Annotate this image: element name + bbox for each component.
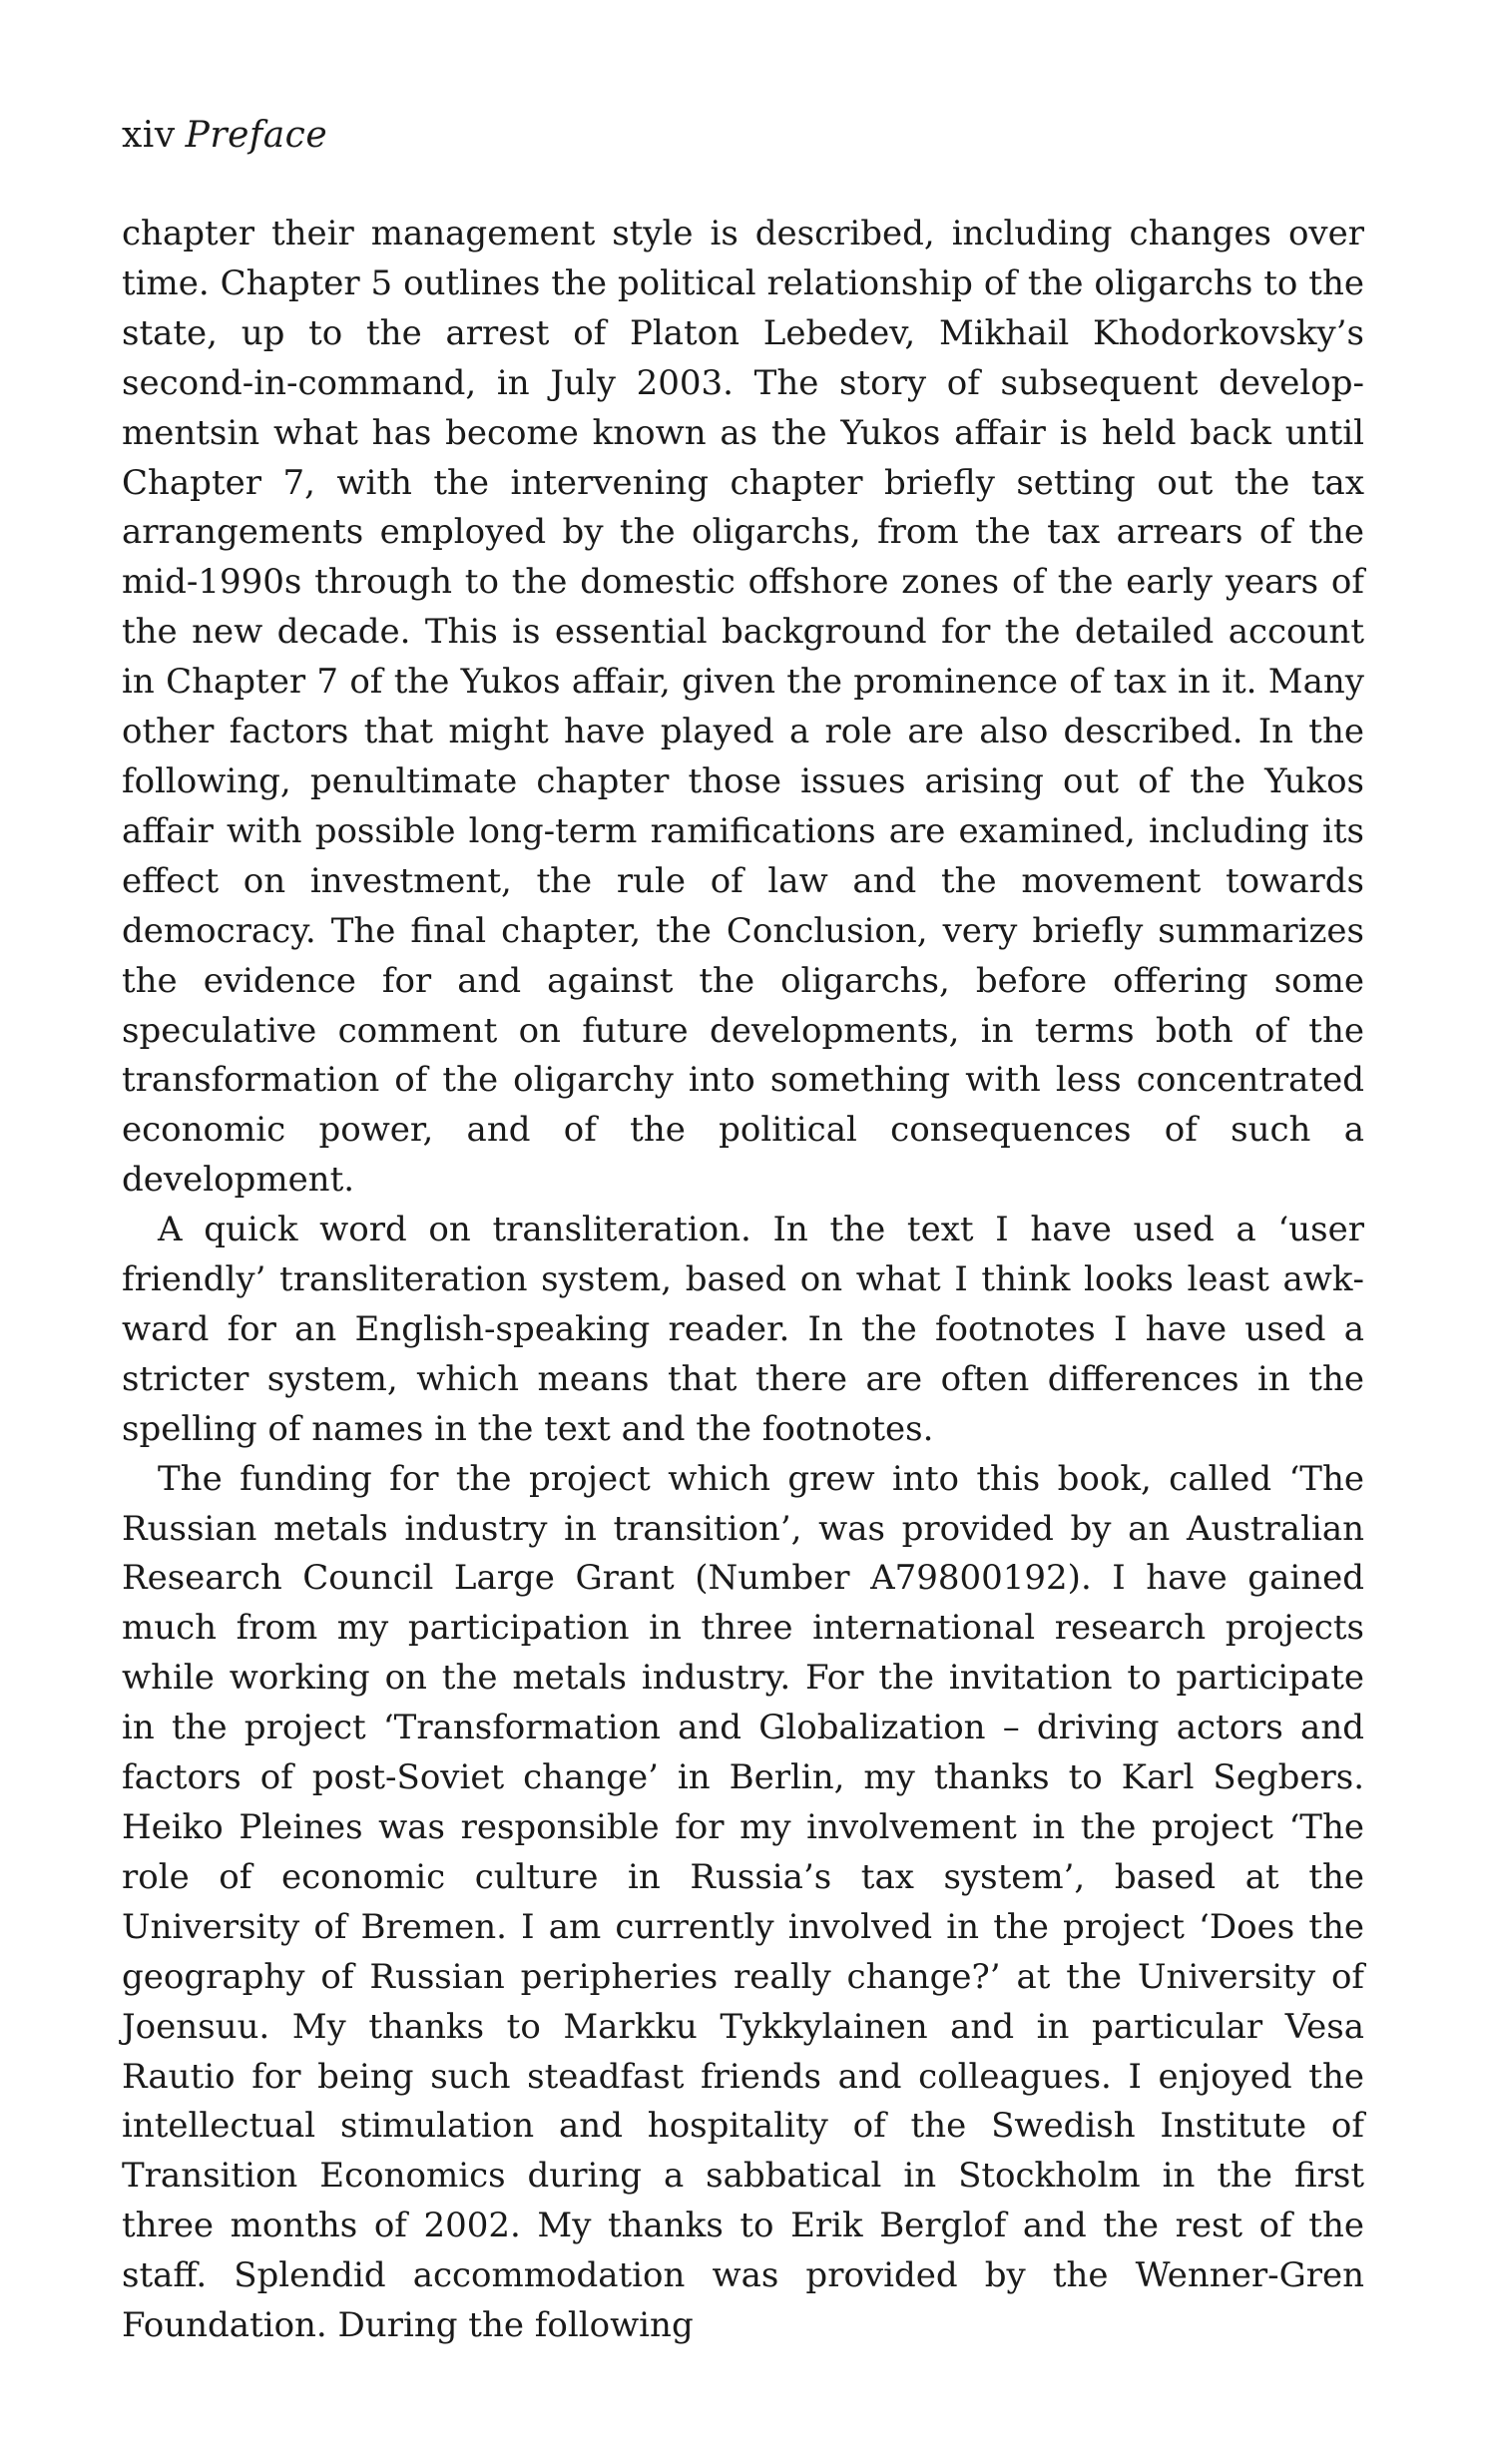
paragraph-funding: The funding for the project which grew into this book, called ‘The Russian metals industry in transition’, was provided by an Australian Research Council Large Grant (Number A79800192). I have gained much from my participation in three international research projects while working on the metals industry. For the invitation to participate in the project ‘Transformation and Globalization – driving actors and factors of post-Soviet change’ in Berlin, my thanks to Karl Segbers. Heiko Pleines was responsible for my involvement in the project ‘The role of economic culture in Russia’s tax system’, based at the University of Bremen. I am currently involved in the project ‘Does the geography of Russian peripheries really change?’ at the University of Joensuu. My thanks to Markku Tykkylainen and in particular Vesa Rautio for being such steadfast friends and colleagues. I enjoyed the intellectual stimulation and hospitality of the Swedish Institute of Transition Economics during a sabbatical in Stockholm in the first three months of 2002. My thanks to Erik Berglof and the rest of the staff. Splendid accommodation was provided by the Wenner-Gren Foundation. During the following	[122, 1458, 1364, 2346]
running-head	[122, 112, 327, 160]
page-number: xiv	[122, 115, 176, 156]
body-text	[122, 210, 1364, 2351]
paragraph-transliteration: A quick word on transliteration. In the text I have used a ‘user friendly’ transliteration system, based on what I think looks least awkward for an English-speaking reader. In the footnotes I have used a stricter system, which means that there are often differences in the spelling of names in the text and the footnotes.	[122, 1210, 1364, 1449]
section-title: Preface	[185, 115, 328, 156]
paragraph-continued: chapter their management style is described, including changes over time. Chapter 5 outlines the political relationship of the oligarchs to the state, up to the arrest of Platon Lebedev, Mikhail Khodorkovsky’s second-in-command, in July 2003. The story of subsequent developmentsin what has become known as the Yukos affair is held back until Chapter 7, with the intervening chapter briefly setting out the tax arrangements employed by the oligarchs, from the tax arrears of the mid-1990s through to the domestic offshore zones of the early years of the new decade. This is essential background for the detailed account in Chapter 7 of the Yukos affair, given the prominence of tax in it. Many other factors that might have played a role are also described. In the following, penultimate chapter those issues arising out of the Yukos affair with possible long-term ramifications are examined, including its effect on investment, the rule of law and the movement towards democracy. The final chapter, the Conclusion, very briefly summarizes the evidence for and against the oligarchs, before offering some speculative comment on future developments, in terms both of the transformation of the oligarchy into something with less concentrated economic power, and of the political consequences of such a development.	[122, 214, 1364, 1201]
